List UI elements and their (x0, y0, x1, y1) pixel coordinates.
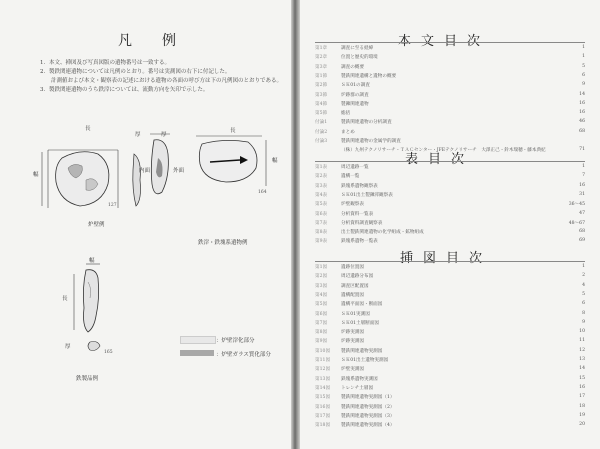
toc-section-title: 表目次 (405, 152, 475, 167)
toc-row-label: 製鉄関連遺物実測図（4） (341, 423, 395, 429)
toc-row-label: ＳＫ01土層断面図 (341, 320, 380, 326)
toc-row-page: 16 (579, 100, 585, 106)
toc-row-code: 第15図 (315, 395, 331, 401)
toc-row-code: 第1節 (315, 73, 328, 79)
toc-row-page: 31 (579, 191, 585, 197)
toc-row-label: 製鉄関連遺物実測図（3） (341, 413, 395, 419)
toc-row-label: ＳＫ01出土製錬滓観察表 (341, 192, 393, 198)
note-2: 2．製鉄関連遺物については凡例のとおり。番号は実測図の右下に付記した。 (40, 69, 231, 75)
toc-row (315, 173, 585, 181)
toc-row-label: 周辺遺跡分布図 (341, 274, 374, 280)
toc-row (315, 238, 585, 246)
fig1-caption: 炉壁例 (88, 222, 105, 228)
toc-row-label: 出土製鉄関連遺物の化学組成・鉱物組成 (341, 230, 424, 236)
toc-row-code: 第1章 (315, 46, 328, 51)
toc-row-label: 遺構一覧 (341, 174, 360, 180)
fig1-length-label: 長 (85, 126, 91, 132)
left-page (0, 0, 291, 449)
toc-row-page: 6 (582, 301, 585, 307)
fig1-width-label: 幅 (33, 172, 39, 178)
book-gutter (291, 0, 300, 449)
toc-row-page: 13 (579, 357, 585, 362)
toc-row (315, 92, 585, 100)
toc-row-code: 第3節 (315, 92, 328, 98)
note-1: 1．本文、挿図及び写真図版の遺物番号は一致する。 (40, 60, 171, 66)
note-2b: 計測値および本文・観察表の記述における遺物の各面の呼び方は下の凡例図のとおりである。 (40, 78, 283, 84)
toc-row-label: 製鉄関連遺物実測図（1） (341, 395, 395, 401)
toc-row-label: 炉跡群の調査 (341, 92, 369, 98)
fig2-width-label: 幅 (272, 158, 278, 164)
toc-row-code: 第9表 (315, 239, 328, 245)
toc-row (315, 385, 585, 393)
toc-row (315, 404, 585, 412)
toc-row-label: 遺構配置図 (341, 292, 364, 298)
toc-row-label: 製錬関連遺物 (341, 101, 369, 107)
toc-row-code: 第4表 (315, 192, 328, 198)
fig3-number: 165 (104, 350, 113, 355)
toc-row-code: 第1図 (315, 265, 328, 270)
toc-row (315, 129, 585, 137)
toc-row-page: 1 (582, 45, 585, 50)
toc-row-label: 製鉄関連遺物実測図（2） (341, 404, 395, 410)
toc-row (315, 376, 585, 384)
toc-row-page: 12 (579, 347, 585, 353)
toc-row (315, 311, 585, 319)
toc-row-label: まとめ (341, 129, 355, 135)
note-3: 3．製鉄関連遺物のうち鉄滓については、流動方向を矢印で示した。 (40, 87, 209, 93)
toc-row-label: 炉跡実測図 (341, 339, 364, 345)
right-page (300, 0, 600, 449)
toc-rule (315, 161, 585, 162)
toc-row-page: 11 (579, 338, 585, 344)
toc-section-title: 本文目次 (398, 34, 491, 49)
toc-row (315, 82, 585, 90)
toc-row-label: 製鉄関連遺構と遺物の概要 (341, 73, 397, 79)
fig2-thick-label: 厚 (161, 132, 167, 138)
toc-row-page: 46 (579, 119, 585, 125)
toc-row-page: 15 (579, 375, 585, 381)
toc-row-label: 製鉄関連遺物の分析調査 (341, 120, 392, 126)
toc-row-label: 位置と歴史的環境 (341, 55, 378, 61)
toc-row-code: 第6図 (315, 311, 328, 317)
toc-row (315, 422, 585, 430)
toc-section-title: 挿図目次 (400, 251, 493, 266)
toc-row-page: 5 (582, 291, 585, 297)
fig2-inner-label: 内面 (139, 168, 151, 174)
toc-row-label: 調査に至る経緯 (341, 46, 374, 51)
toc-row (315, 283, 585, 291)
fig3-caption: 鉄製品例 (76, 376, 99, 382)
toc-row-label: 周辺遺跡一覧 (341, 165, 369, 170)
toc-row (315, 366, 585, 374)
toc-row-code: 第2表 (315, 174, 328, 180)
toc-row (315, 183, 585, 191)
toc-row-page: 36〜45 (568, 202, 585, 208)
toc-row-code: 第1表 (315, 165, 328, 170)
toc-row (315, 138, 585, 146)
toc-row-label: 遺跡位置図 (341, 265, 364, 270)
toc-row (315, 73, 585, 81)
toc-row-page: 19 (579, 412, 585, 418)
toc-row (315, 413, 585, 421)
toc-row-page: 1 (582, 54, 585, 60)
toc-row-page: 18 (579, 403, 585, 409)
toc-row-page: 20 (579, 422, 585, 428)
legend-swatch-glass (180, 350, 214, 356)
toc-row (315, 192, 585, 200)
toc-row-code: 付論3 (315, 139, 328, 144)
toc-row (315, 357, 585, 365)
fig3-thick-label: 厚 (65, 344, 71, 350)
toc-row-code: 第11図 (315, 358, 331, 363)
toc-row-label: （株）九州テクノリサーチ・ＴＡＣセンター・JFEテクノリサーチ 大澤正己・鈴木瑞穂・藤本典紀 (341, 148, 546, 154)
toc-row-label: 炉壁実測図 (341, 367, 364, 373)
toc-row-page: 16 (579, 110, 585, 116)
toc-row-page: 14 (579, 366, 585, 372)
toc-row-page: 69 (579, 238, 585, 244)
fig3-width-label: 幅 (89, 258, 95, 264)
toc-row-code: 第8表 (315, 230, 328, 236)
toc-row-label: 分析資料一覧表 (341, 211, 374, 217)
toc-row-code: 第4図 (315, 292, 328, 298)
toc-row-label: 調査区配置図 (341, 283, 369, 289)
fig1-thick-label: 厚 (135, 132, 141, 138)
fig3-length-label: 長 (62, 296, 68, 302)
toc-row-page: 10 (579, 329, 585, 335)
fig1-number: 127 (108, 203, 117, 208)
toc-row-label: 炉跡実測図 (341, 330, 364, 336)
toc-row-code: 付論1 (315, 120, 328, 126)
toc-row-label: 調査の概要 (341, 64, 364, 70)
toc-row-page: 16 (579, 384, 585, 390)
toc-row-code: 第4節 (315, 101, 328, 107)
toc-row-code: 第9図 (315, 339, 328, 345)
toc-row-label: ＳＫ01出土遺物実測図 (341, 358, 389, 363)
slag-plan-drawing (190, 130, 268, 190)
toc-row-page: 6 (582, 72, 585, 78)
toc-row (315, 301, 585, 309)
toc-row-code: 第2節 (315, 83, 328, 89)
toc-row (315, 110, 585, 118)
toc-row-code: 第7図 (315, 320, 328, 326)
toc-row (315, 119, 585, 127)
fig2-caption: 鉄滓・鉄塊系遺物例 (198, 240, 248, 246)
toc-row-page: 1 (582, 164, 585, 169)
toc-row-label: 遺構平面図・断面図 (341, 302, 383, 308)
legend-label-slag: ：炉壁滓化部分 (216, 338, 255, 344)
toc-row (315, 329, 585, 337)
toc-row (315, 338, 585, 346)
toc-row-page: 7 (582, 173, 585, 179)
toc-row (315, 45, 585, 53)
toc-row-page: 9 (582, 319, 585, 325)
toc-row-code: 付論2 (315, 129, 328, 135)
toc-row-page: 16 (579, 182, 585, 188)
toc-row-label: 鉄塊系遺物観察表 (341, 183, 378, 189)
toc-row-label: 製鉄関連遺物の金属学的調査 (341, 139, 401, 144)
toc-row (315, 101, 585, 109)
slag-section-drawing (146, 128, 176, 208)
fig2-length-label: 長 (230, 128, 236, 134)
toc-row-code: 第3章 (315, 64, 328, 70)
toc-row-page: 68 (579, 128, 585, 134)
page-title: 凡 例 (118, 33, 184, 49)
toc-row (315, 54, 585, 62)
toc-row-page: 17 (579, 394, 585, 400)
toc-row (315, 394, 585, 402)
toc-row-label: 鉄塊系遺物一覧表 (341, 239, 378, 245)
toc-row-code: 第2章 (315, 55, 328, 61)
toc-row-page: 4 (582, 282, 585, 288)
toc-row-page: 5 (582, 63, 585, 69)
toc-row-page: 47 (579, 210, 585, 216)
toc-row-page: 1 (582, 264, 585, 269)
toc-row-label: 炉壁観察表 (341, 202, 364, 208)
toc-rule (315, 42, 585, 43)
legend-swatch-slag (180, 336, 216, 344)
toc-row-code: 第8図 (315, 330, 328, 336)
toc-row-label: 製鉄関連遺物実測図 (341, 348, 383, 354)
toc-row (315, 348, 585, 356)
toc-row-label: 総括 (341, 111, 351, 117)
toc-rule (315, 261, 585, 262)
toc-row-label: 鉄塊系遺物実測図 (341, 376, 378, 382)
toc-row-page: 48〜67 (568, 220, 585, 226)
toc-row (315, 229, 585, 237)
toc-row-label: ＳＫ01の調査 (341, 83, 370, 89)
toc-row-code: 第3図 (315, 283, 328, 289)
toc-row-label: ＳＫ01実測図 (341, 311, 370, 317)
toc-row-page: 9 (582, 82, 585, 88)
toc-row-page: 14 (579, 91, 585, 97)
toc-row (315, 320, 585, 328)
toc-row-page: 8 (582, 310, 585, 316)
fig2-outer-label: 外面 (173, 168, 185, 174)
toc-row-code: 第2図 (315, 274, 328, 280)
legend-label-glass: ：炉壁ガラス質化部分 (216, 352, 271, 358)
toc-row-code: 第14図 (315, 385, 331, 391)
toc-row (315, 64, 585, 72)
toc-row (315, 273, 585, 281)
toc-row-label: トレンチ土層図 (341, 385, 374, 391)
toc-row-page: 2 (582, 273, 585, 279)
toc-row-code: 第5図 (315, 302, 328, 308)
toc-row-code: 第7表 (315, 220, 328, 226)
toc-row-code: 第5表 (315, 202, 328, 208)
toc-row-code: 第16図 (315, 404, 331, 410)
toc-row-code: 第13図 (315, 376, 331, 382)
toc-row-code: 第18図 (315, 423, 331, 429)
toc-row-code: 第12図 (315, 367, 331, 373)
fig2-number: 164 (258, 190, 267, 195)
toc-row-code: 第10図 (315, 348, 331, 354)
toc-row (315, 211, 585, 219)
toc-row (315, 164, 585, 172)
toc-row-code: 第5節 (315, 111, 328, 117)
toc-row-page: 68 (579, 229, 585, 235)
toc-row-code: 第17図 (315, 413, 331, 419)
iron-object-drawing (66, 258, 116, 358)
toc-row-code: 第3表 (315, 183, 328, 189)
toc-row-label: 分析資料調査観察表 (341, 220, 383, 226)
toc-row (315, 220, 585, 228)
toc-row (315, 292, 585, 300)
toc-row-page: 71 (579, 147, 585, 153)
toc-row (315, 201, 585, 209)
toc-row (315, 264, 585, 272)
furnace-wall-drawing (40, 120, 130, 210)
toc-row-code: 第6表 (315, 211, 328, 217)
